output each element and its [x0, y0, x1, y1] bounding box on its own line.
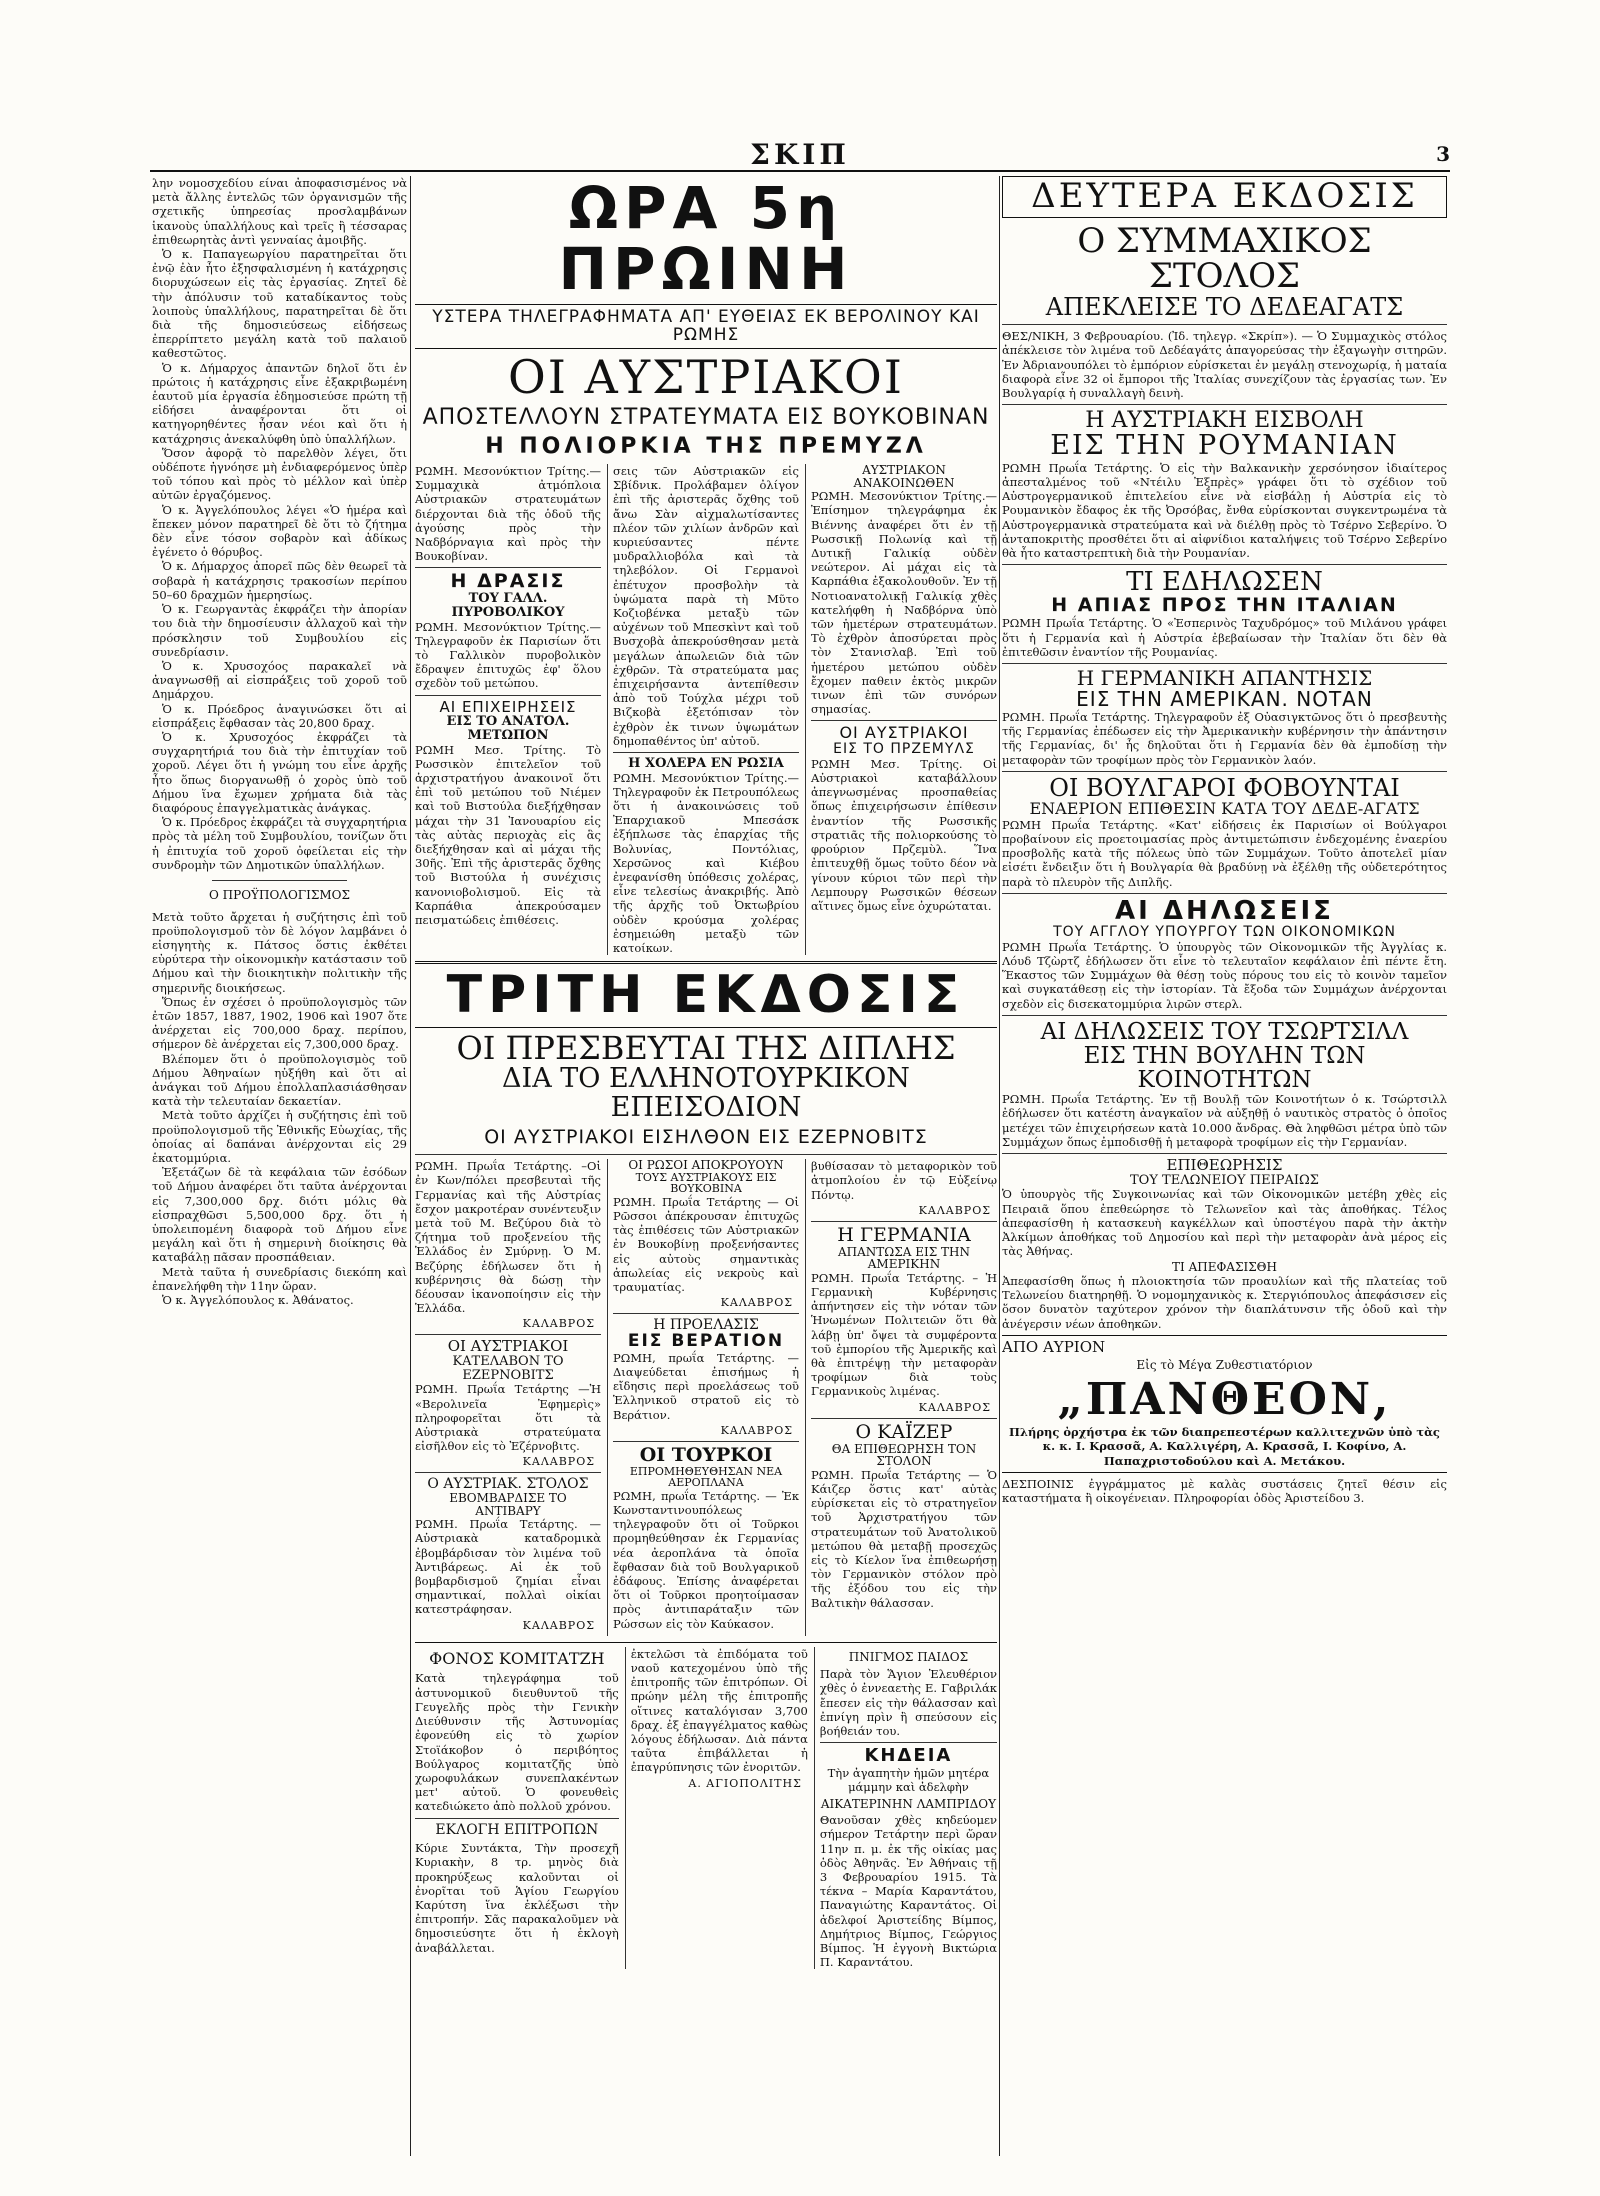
divider [613, 1441, 799, 1442]
dispatch-text: ΡΩΜΗ. Μεσονύκτιον Τρίτης.— Ἐπίσημον τηλεγράφημα ἐκ Βιέννης ἀναφέρει ὅτι ἐν τῇ Ρωσσικῇ Πολωνίᾳ καὶ τῇ Δυτικῇ Γαλικίᾳ οὐδὲν νεώτερον. Αἱ μάχαι εἰς τὰ Καρπάθια ἐξακολουθοῦν. Ἐν τῇ Νοτιοανατολικῇ Γαλικίᾳ χθὲς κατελήφθη ἡ Ναδβόρνα ὑπὸ τῶν ἡμετέρων στρατευμάτων. Τὸ ἐχθρὸν ἀποσύρεται πρὸς τὸν Στανισλαβ. Ἐπὶ τοῦ ἡμετέρου μετώπου οὐδὲν ἔχομεν παθειν ἐκτὸς μικρῶν τινων ἐπὶ τῶν συνόρων σημασίας. [811, 489, 997, 717]
divider [811, 720, 997, 721]
headline-turks-sub: ΕΠΡΟΜΗΘΕΥΘΗΣΑΝ ΝΕΑ ΑΕΡΟΠΛΑΝΑ [629, 1464, 783, 1490]
banner-hour-sub: ΥΣΤΕΡΑ ΤΗΛΕΓΡΑΦΗΜΑΤΑ ΑΠ' ΕΥΘΕΙΑΣ ΕΚ ΒΕΡΟΛΙΝΟΥ ΚΑΙ ΡΩΜΗΣ [432, 306, 980, 345]
divider [415, 1027, 997, 1028]
ad-text: Πλήρης ὀρχήστρα ἐκ τῶν διαπρεπεστέρων καλλιτεχνῶν ὑπὸ τὰς κ. κ. Ι. Κρασσᾶ, Α. Καλλιγέρη, Α. Κρασσᾶ, Ι. Κοφίνο, Α. Παπαχριστοδούλου καὶ Α. Μετάκου. [1009, 1425, 1440, 1468]
dispatch-text: ΡΩΜΗ Μεσ. Τρίτης. Τὸ Ρωσσικὸν ἐπιτελεῖον τοῦ ἀρχιστρατήγου ἀνακοινοῖ ὅτι ἐπὶ τοῦ μετώπου τοῦ Νιέμεν καὶ τοῦ Βιστούλα διεξήχθησαν μάχαι τὴν 31 Ἰανουαρίου εἰς τὰς αὐτὰς περιοχὰς εἰς ἃς διεξήχθησαν καὶ αἱ μάχαι τῆς 30ῆς. Ἐπὶ τῆς ἀριστερᾶς ὄχθης τοῦ Βιστούλα ἡ συνέχισις κανονιοβολισμοῦ. Εἰς τὰ Καρπάθια ἀπεκρούσαμεν πεισματώδεις ἐπιθέσεις. [415, 742, 601, 928]
dispatch-text: ΡΩΜΗ. Πρωΐα Τετάρτης. — Αὐστριακὰ καταδρομικὰ ἐβομβάρδισαν τὸν λιμένα τοῦ Ἀντιβάρεως. Αἱ ἐκ τοῦ βομβαρδισμοῦ ζημίαι εἶναι σημαντικαί, πολλαὶ οἰκίαι κατεστράφησαν. [415, 1517, 601, 1617]
divider [820, 1742, 997, 1743]
divider [415, 695, 601, 696]
news-text: Ἀπεφασίσθη ὅπως ἡ πλοιοκτησία τῶν προαυλίων καὶ τῆς πλατείας τοῦ Τελωνείου διατηρηθῇ. Ὁ νομομηχανικὸς κ. Στεργιόπουλος ἀπεφάσισεν εἰς ὅσον δυνατὸν ταχύτερον χρόνον τὴν διαπλάτυνσιν τῆς ὁδοῦ καὶ τὴν ἀνέγερσιν νέων ἀποθηκῶν. [1002, 1274, 1447, 1331]
signature: ΚΑΛΑΒΡΟΣ [522, 1455, 595, 1469]
divider [1002, 663, 1447, 664]
divider [1002, 404, 1447, 405]
divider [1002, 771, 1447, 772]
banner-hour: ΩΡΑ 5η ΠΡΩΙΝΗ [558, 176, 854, 303]
news-text: ΡΩΜΗ. Πρωΐα Τετάρτης. Τηλεγραφοῦν ἐξ Οὐασιγκτῶνος ὅτι ὁ πρεσβευτὴς τῆς Γερμανίας ἐπέδωσεν εἰς τὴν Ἀμερικανικὴν κυβέρνησιν τὴν ἀπάντησιν τῆς Γερμανίας, δι' ἧς δηλοῦται ὅτι ἡ Γερμανία δὲν θὰ ἐμποδίσῃ τὴν μεταφορὰν τῶν τροφίμων πρὸς τὸν Γερμανικὸν λαόν. [1002, 709, 1447, 767]
signature: ΚΑΛΑΒΡΟΣ [918, 1203, 991, 1217]
news-text: ΡΩΜΗ Πρωΐα Τετάρτης. Ὁ «Ἐσπερινὸς Ταχυδρόμος» τοῦ Μιλάνου γράφει ὅτι ἡ Γερμανία καὶ ἡ Αὐστρία ἐβεβαίωσαν τὴν Ἰταλίαν ὅτι δὲν θὰ ἐπιτεθῶσιν ἐναντίον τῆς Ρουμανίας. [1002, 616, 1447, 659]
paragraph: Μετὰ τοῦτο ἀρχίζει ἡ συζήτησις ἐπὶ τοῦ προϋπολογισμοῦ τῆς Ἐθνικῆς Εὐωχίας, τῆς ὁποίας αἱ δαπάναι ἀνέρχονται εἰς 29 ἑκατομμύρια. [152, 1108, 407, 1165]
local-col-3 [814, 1647, 997, 1970]
headline-allied-fleet: Ο ΣΥΜΜΑΧΙΚΟΣ ΣΤΟΛΟΣ [1077, 220, 1372, 297]
council-report [152, 176, 407, 872]
headline-funeral: ΚΗΔΕΙΑ [864, 1745, 953, 1767]
headline-komitatzi: ΦΟΝΟΣ ΚΟΜΙΤΑΤΖΗ [429, 1648, 605, 1668]
paragraph: Ὁ κ. Πρόεδρος ἐκφράζει τὰ συγχαρητήρια πρὸς τὰ μέλη τοῦ Συμβουλίου, τονίζων ὅτι ἡ ἐπιτυχία τοῦ χοροῦ ὀφείλεται εἰς τὴν συνδρομὴν τῶν Δημοτικῶν ὑπαλλήλων. [152, 815, 407, 872]
news-text: ΡΩΜΗ Πρωΐα Τετάρτης. Ὁ εἰς τὴν Βαλκανικὴν χερσόνησον ἰδιαίτερος ἀπεσταλμένος τοῦ «Ντέιλυ Ἐξπρὲς» γράφει ὅτι τὸ σχέδιον τοῦ Αὐστρογερμανικοῦ ἐπιτελείου εἶνε νὰ εἰσβάλῃ ἡ Αὐστρία εἰς τὸ Ρουμανικὸν ἔδαφος ἐκ τῆς Ὀρσόβας, ἔνθα εὑρίσκονται συγκεντρωμένα τὰ Αὐστρογερμανικὰ στρατεύματα καὶ νὰ διέλθῃ πρὸς τὸ Τσέρνο Σεβερίνο. Ὁ ἀνταποκριτὴς προσθέτει ὅτι αἱ αἰφνίδιοι καταλήψεις τοῦ Τσέρνο Σεβερίνο θὰ ἦτο καταστρεπτικὴ διὰ τὴν Ρουμανίαν. [1002, 460, 1447, 560]
paragraph: Μετὰ ταῦτα ἡ συνεδρίασις διεκόπη καὶ ἐπανελήφθη τὴν 11ην ὥραν. [152, 1264, 407, 1293]
dispatch-text: σεις τῶν Αὐστριακῶν εἰς Σβίδνικ. Προλάβαμεν ὀλίγον ἐπὶ τῆς ἀριστερᾶς ὄχθης τοῦ ἄνω Σὰν αἰχμαλωτίσαντες πλέον τῶν χιλίων ἀνδρῶν καὶ κυριεύσαντες πέντε μυδραλλιοβόλα καὶ τὰ τηλεβόλον. Οἱ Γερμανοὶ ἐπέτυχον προσβολὴν τὰ ὑψώματα παρὰ τὴ Μῦτο Κοζιοβένκα μεταξὺ τῶν αὐχένων τοῦ Μπεσκὶντ καὶ τοῦ Βυσχοβὰ ἀπεκρούσθησαν μετὰ μεγάλων ἀπωλειῶν διὰ τῶν ἐχθρῶν. Τὰ στρατεύματα μας ἐπιχειρήσαντα ἀντεπίθεσιν ἀπὸ τοῦ Τούχλα μέχρι τοῦ Βιζκοβὰ ἐξετόπισαν τὸν ἐχθρὸν ἐκ τινων ὑψωμάτων δημοπαθέντος ὑπ' αὐτοῦ. [613, 463, 799, 748]
dispatch-col-d [415, 1159, 601, 1636]
divider [1002, 1153, 1447, 1154]
dispatch-text: ΡΩΜΗ. Μεσονύκτιον Τρίτης.— Τηλεγραφοῦν ἐκ Πετρουπόλεως ὅτι ἡ ἀνακοινώσεις τοῦ Ἐπαρχιακοῦ Μπεσάσκ ἐξήπλωσε τὰς ἐπαρχίας τῆς Βολυνίας, Ποντόλιας, Χερσῶνος καὶ Κιέβου ἐνεφανίσθη ὑπόθεσις χολέρας, εἶνε τελεσίως ἀνακριβής. Ἀπὸ τῆς ἀρχῆς τοῦ Ὀκτωβρίου οὐδὲν κρούσμα χολέρας ἐσημειώθη μεταξὺ τῶν κατοίκων. [613, 770, 799, 956]
headline-operations-sub: ΕΙΣ ΤΟ ΑΝΑΤΟΛ. ΜΕΤΩΠΟΝ [446, 714, 570, 743]
paragraph: Ὁ κ. Παπαγεωργίου παρατηρεῖται ὅτι ἐνῷ ἐὰν ἦτο ἐξησφαλισμένη ἡ κατάχρησις διορυχώσεων εἰς τὰς ἐργασίας. Ζητεῖ δὲ τὴν ἀπόλυσιν τοῦ καταδίκαντος τοὺς λοιποὺς ὑπαλλήλους, παρατηρεῖται δὲ ὅτι διὰ τῆς δημοσιεύσεως εἰδήσεως ἐπερρίπτετο μεγάλη κατὰ τοῦ παλαιοῦ καθεστῶτος. [152, 247, 407, 361]
paragraph: Ὁ κ. Ἀγγελόπουλος κ. Ἀθάνατος. [162, 1293, 354, 1308]
dispatch-text: ΡΩΜΗ. Μεσονύκτιον Τρίτης.— Τηλεγραφοῦν ἐκ Παρισίων ὅτι τὸ Γαλλικὸν πυροβολικὸν ἔδραψεν ἐπιτυχῶς ἐφ' ὅλου σχεδὸν τοῦ μετώπου. [415, 619, 601, 691]
headline-decision: ΤΙ ΑΠΕΦΑΣΙΣΘΗ [1172, 1260, 1277, 1275]
funeral-intro: Τὴν ἀγαπητὴν ἡμῶν μητέρα μάμμην καὶ ἀδελφὴν [827, 1766, 990, 1795]
divider [415, 1154, 997, 1155]
divider [415, 304, 997, 305]
news-text: Κατὰ τηλεγράφημα τοῦ ἀστυνομικοῦ διευθυντοῦ τῆς Γευγελῆς πρὸς τὴν Γενικὴν Διεύθυνσιν τῆς Ἀστυνομίας ἐφονεύθη εἰς τὸ χωρίον Στοϊάκοβον ὁ περιβόητος Βούλγαρος κομιτατζῆς ὑπὸ χωροφυλάκων συνεπλακέντων μετ' αὐτοῦ. Ὁ φονευθεὶς κατεδιώκετο ἀπὸ πολλοῦ χρόνου. [415, 1671, 619, 1814]
banner-second-edition: ΔΕΥΤΕΡΑ ΕΚΔΟΣΙΣ [1002, 176, 1447, 218]
divider [811, 1221, 997, 1222]
divider [1002, 564, 1447, 565]
headline-inspection: ΕΠΙΘΕΩΡΗΣΙΣ [1166, 1156, 1283, 1175]
local-news-grid [415, 1647, 997, 1970]
headline-advance-sub: ΕΙΣ ΒΕΡΑΤΙΟΝ [627, 1330, 785, 1351]
banner-third-edition: ΤΡΙΤΗ ΕΚΔΟΣΙΣ [446, 965, 966, 1026]
dispatch-text: ΡΩΜΗ, πρωΐα Τετάρτης. — Ἐκ Κωνσταντινουπόλεως τηλεγραφοῦν ὅτι οἱ Τοῦρκοι προμηθεύθησαν ἐκ Γερμανίας νέα ἀεροπλάνα τὰ ὁποῖα ἔφθασαν διὰ τοῦ Βουλγαρικοῦ ἐδάφους. Ἐπίσης ἀναφέρεται ὅτι οἱ Τοῦρκοι προητοίμασαν πρὸς ἀντιπαράταξιν τῶν Ρώσσων εἰς τὸν Καύκασον. [613, 1488, 799, 1631]
dispatch-text: ΡΩΜΗ Μεσ. Τρίτης. Οἱ Αὐστριακοὶ καταβάλλουν ἀπεγνωσμένας προσπαθείας ὅπως ἐπιχειρήσωσιν ἐπίθεσιν ἐναντίον τῆς Ρωσσικῆς στρατιᾶς τῆς πολιορκούσης τὸ φρούριον Πρζεμὺλ. Ἵνα ἐπιτευχθῇ ὅμως τοῦτο δέον νὰ γίνουν κύριοι τῶν περὶ τὴν Λεμπουργ Ρωσσικῶν θέσεων αἵτινες ὅμως εἶνε ὀχυρώταται. [811, 756, 997, 913]
headline-austrians-sub: ΑΠΟΣΤΕΛΛΟΥΝ ΣΤΡΑΤΕΥΜΑΤΑ ΕΙΣ ΒΟΥΚΟΒΙΝΑΝ [422, 404, 990, 430]
divider [1002, 1015, 1447, 1016]
headline-russians-sub: ΤΟΥΣ ΑΥΣΤΡΙΑΚΟΥΣ ΕΙΣ ΒΟΥΚΟΒΙΝΑ [635, 1170, 777, 1196]
headline-przemysl: ΟΙ ΑΥΣΤΡΙΑΚΟΙ [839, 723, 969, 743]
divider [212, 880, 347, 881]
masthead [150, 138, 1450, 178]
headline-bulgarians: ΟΙ ΒΟΥΛΓΑΡΟΙ ΦΟΒΟΥΝΤΑΙ [1049, 773, 1400, 802]
headline-kaiser-sub: ΘΑ ΕΠΙΘΕΩΡΗΣΗ ΤΟΝ ΣΤΟΛΟΝ [831, 1441, 977, 1469]
signature: ΚΑΛΑΒΡΟΣ [720, 1423, 793, 1437]
headline-cholera: Η ΧΟΛΕΡΑ ΕΝ ΡΩΣΙΑ [628, 756, 784, 772]
paragraph: Μετὰ τοῦτο ἄρχεται ἡ συζήτησις ἐπὶ τοῦ προϋπολογισμοῦ τὸν δὲ λόγον λαμβάνει ὁ εἰσηγητὴς κ. Πάτσος ὅστις ἐκθέτει εὐρύτερα τὴν οἰκονομικὴν κατάστασιν τοῦ Δήμου καὶ τὴν διοικητικὴν πολιτικὴν τῆς σημερινῆς διοικήσεως. [152, 909, 407, 995]
paragraph: Ὁ κ. Γεωργαντὰς ἐκφράζει τὴν ἀπορίαν του διὰ τὴν δημοσίευσιν ἀλλαχοῦ καὶ τὴν πρόσκλησιν τοῦ Συμβουλίου εἰς συνεδρίασιν. [152, 602, 407, 659]
headline-churchill-sub: ΕΙΣ ΤΗΝ ΒΟΥΛΗΝ ΤΩΝ ΚΟΙΝΟΤΗΤΩΝ [1083, 1042, 1366, 1094]
headline-churchill: ΑΙ ΔΗΛΩΣΕΙΣ ΤΟΥ ΤΣΩΡΤΣΙΛΛ [1040, 1018, 1409, 1045]
news-text: Κύριε Συντάκτα, Τὴν προσεχῆ Κυριακὴν, 8 τρ. μηνὸς διὰ προκηρύξεως καλοῦνται οἱ ἐνορῖται τοῦ Ἁγίου Γεωργίου Καρύτση ἵνα ἐκλέξωσι τὴν ἐπιτροπήν. Σᾶς παρακαλοῦμεν νὰ δημοσιεύσητε ὅτι ἡ ἐκλογὴ ἀναβάλλεται. [415, 1841, 619, 1955]
local-col-1 [415, 1647, 619, 1970]
paragraph: Ὅπως ἐν σχέσει ὁ προϋπολογισμὸς τῶν ἐτῶν 1857, 1887, 1902, 1906 καὶ 1907 ὅτε ἀνέρχεται εἰς 700,000 δραχ. περίπου, σήμερον δὲ ἀνέρχεται εἰς 7,300,000 δραχ. [152, 994, 407, 1052]
headline-austrians: ΟΙ ΑΥΣΤΡΙΑΚΟΙ [508, 350, 904, 405]
dispatch-col-e [607, 1159, 799, 1636]
headline-kaiser: Ο ΚΑΪΖΕΡ [855, 1420, 953, 1443]
paragraph: Ὁ κ. Χρυσοχόος παρακαλεῖ νὰ ἀναγνωσθῇ αἱ εἰσπράξεις τοῦ χοροῦ τοῦ Δημάρχου. [152, 658, 407, 702]
signature: ΚΑΛΑΒΡΟΣ [522, 1618, 595, 1632]
signature: ΚΑΛΑΒΡΟΣ [522, 1317, 595, 1331]
headline-inspection-sub: ΤΟΥ ΤΕΛΩΝΕΙΟΥ ΠΕΙΡΑΙΩΣ [1130, 1172, 1319, 1188]
signature: Α. ΑΓΙΟΠΟΛΙΤΗΣ [688, 1776, 802, 1790]
headline-german-reply: Η ΓΕΡΜΑΝΙΚΗ ΑΠΑΝΤΗΣΙΣ [1076, 665, 1373, 690]
column-middle [415, 176, 997, 2156]
headline-german-reply-sub: ΕΙΣ ΤΗΝ ΑΜΕΡΙΚΑΝ. ΝΟΤΑΝ [1076, 686, 1373, 711]
dispatch-grid-top [415, 464, 997, 955]
headline-turks: ΟΙ ΤΟΥΡΚΟΙ [639, 1443, 773, 1466]
news-text: ΡΩΜΗ Πρωΐα Τετάρτης. Ὁ ὑπουργὸς τῶν Οἰκονομικῶν τῆς Ἀγγλίας κ. Λόυδ Τζὼρτζ ἐδήλωσεν ὅτι εἶνε τὸ τελευταῖον κεφάλαιον ἐπὶ πέντε ἔτη. Ἕκαστος τῶν Συμμάχων θὰ θέσῃ τοὺς πόρους του εἰς τὸ κοινὸν ταμεῖον καὶ συγκατάθεσῃ εἰς τὴν ἱστορίαν. Τὰ ἔξοδα τῶν Συμμάχων ἀνέρχονται σχεδὸν εἰς δισεκατομμύρια λιρῶν στερλ. [1002, 939, 1447, 1011]
news-text: ἐκτελῶσι τὰ ἐπιδόματα τοῦ ναοῦ κατεχομένου ὑπὸ τῆς ἐπιτροπῆς τῶν ἐπιτρόπων. Οἱ πρώην μέλη τῆς ἐπιτροπῆς οἵτινες καταλόγισαν 3,700 δραχ. ἐξ ἐπαγγέλματος καθὼς λόγους ἐδήλωσαν. Διὰ πάντα ταῦτα ἐπιβάλλεται ἡ ἐπαγρύπνησις τῶν ἐνοριτῶν. [630, 1646, 808, 1775]
divider [1002, 893, 1447, 894]
divider [811, 1418, 997, 1419]
ad-pantheon: „ΠΑΝΘΕΟΝ, [1057, 1374, 1392, 1426]
column-rule [999, 176, 1000, 2156]
headline-przemysl-sub: ΕΙΣ ΤΟ ΠΡΖΕΜΥΛΣ [833, 741, 975, 758]
ad-tomorrow: ΑΠΟ ΑΥΡΙΟΝ [1002, 1337, 1106, 1356]
local-col-2 [625, 1647, 808, 1970]
headline-czernowitz-taken-sub: ΚΑΤΕΛΑΒΟΝ ΤΟ ΕΖΕΡΝΟΒΙΤΣ [452, 1354, 564, 1383]
headline-invasion: Η ΑΥΣΤΡΙΑΚΗ ΕΙΣΒΟΛΗ [1085, 408, 1364, 434]
news-text: ΡΩΜΗ Πρωΐα Τετάρτης. «Κατ' εἰδήσεις ἐκ Παρισίων οἱ Βούλγαροι προβαίνουν εἰς προετοιμασίας πρὸς ἀντιμετώπισιν ἐνδεχομένης ἐναερίου προσβολῆς κατὰ τῆς πόλεως ὑπὸ τῶν Συμμάχων. Τοῦτο ἀποτελεῖ μίαν εἰσέτι ἔνδειξιν ὅτι ἡ Βουλγαρία θὰ βραδύνῃ νὰ ἐξέλθῃ τῆς οὐδετερότητος παρὰ τὸ πλευρὸν τῆς Διπλῆς. [1002, 817, 1447, 889]
dispatch-text: ΡΩΜΗ. Μεσονύκτιον Τρίτης.— Συμμαχικὰ ἀτμόπλοια Αὐστριακῶν στρατευμάτων διέρχονται διὰ τῆς ὁδοῦ τῆς ἀγούσης πρὸς τὴν Ναδβόρναγια καὶ πρὸς τὴν Βουκοβίναν. [415, 463, 601, 564]
divider [1002, 1472, 1447, 1473]
headline-artillery: Η ΔΡΑΣΙΣ [450, 570, 566, 593]
headline-allied-fleet-sub: ΑΠΕΚΛΕΙΣΕ ΤΟ ΔΕΔΕΑΓΑΤΣ [1045, 293, 1404, 322]
newspaper-title: ΣΚΙΠ [750, 138, 850, 171]
news-text: Ὁ ὑπουργὸς τῆς Συγκοινωνίας καὶ τῶν Οἰκονομικῶν μετέβη χθὲς εἰς Πειραιᾶ ὅπου ἐπεθεώρησε τὸ Τελωνεῖον καὶ τὰς ἀποθήκας. Τέλος ἀπεφασίσθη ἡ κατασκευὴ καγκέλλων καὶ ὑποστέγου παρὰ τὴν ἀκτὴν Ἀλκίμων ἀποθήκας τοῦ Δημοσίου καὶ περὶ τὴν μεταφορὰν ἀνὰ μέρος εἰς τὰς Ἀθήνας. [1002, 1187, 1447, 1259]
dispatch-text: ΡΩΜΗ. Πρωΐα Τετάρτης —Ἡ «Βερολινεῖα Ἐφημερὶς» πληροφορεῖται ὅτι τὰ Αὐστριακὰ στρατεύματα εἰσῆλθον εἰς τὸ Ἐζέρνοβιτς. [415, 1382, 601, 1454]
paragraph: Ὅσον ἀφορᾷ τὸ παρελθὸν λέγει, ὅτι οὐδέποτε ἠγνόησε μὴ ἐνδιαφερόμενος ὑπὲρ τοῦ τόπου καὶ πρὸς τὸ μέλλον καὶ ὑπὲρ αὐτῶν ἐργαζόμενος. [152, 445, 407, 503]
news-text: ΘΕΣ/ΝΙΚΗ, 3 Φεβρουαρίου. (Ἰδ. τηλεγρ. «Σκρίπ»). — Ὁ Συμμαχικὸς στόλος ἀπέκλεισε τὸν λιμένα τοῦ Δεδέαγάτς ἀπαγορεύσας τὴν ἐξαγωγὴν σιτηρῶν. Ἐν Ἀδριανουπόλει τὸ ἐμπόριον εὑρίσκεται ἐν μεγάλῃ στενοχωρίᾳ, ἡ ματαία διαφορὰ εἶνε 32 οἱ ἔμποροι τῆς Ἰταλίας συνεχίζουν τὰς ἐργασίας των. Ἐν Βουλγαρίᾳ ἡ συναλλαγὴ δεινὴ. [1002, 329, 1447, 401]
dispatch-col-a [415, 464, 601, 955]
divider [415, 1818, 619, 1819]
column-left [152, 176, 407, 2156]
dispatch-text: ΡΩΜΗ. Πρωΐα Τετάρτης — Ὁ Κάιζερ ὅστις κατ' αὐτὰς εὑρίσκεται εἰς τὸ στρατηγεῖον τοῦ Ἀρχιστρατήγου τῶν στρατευμάτων τοῦ Ἀνατολικοῦ μετώπου θὰ μεταβῇ προσεχῶς εἰς τὸ Κίελον ἵνα ἐπιθεωρήσῃ τὸν Γερμανικὸν στόλον πρὸ τῆς ἐξόδου του εἰς τὴν Βαλτικὴν θάλασσαν. [811, 1467, 997, 1610]
headline-fleet-sub: ΕΒΟΜΒΑΡΔΙΣΕ ΤΟ ΑΝΤΙΒΑΡΥ [449, 1491, 567, 1518]
dispatch-text: βυθίσασαν τὸ μεταφορικὸν τοῦ ἀτμοπλοίου ἐν τῷ Εὐξείνῳ Πόντῳ. [811, 1159, 997, 1202]
funeral-name: ΑΙΚΑΤΕΡΙΝΗΝ ΛΑΜΠΡΙΔΟΥ [820, 1796, 997, 1811]
paragraph: Ὁ κ. Δήμαρχος ἀπαντῶν δηλοῖ ὅτι ἐν πρώτοις ἡ κατάχρησις εἶνε ἐξακριβωμένη ἑαυτοῦ μία ἐργασία ἐδημοσιεύσε πρώτη τῇ εἰδήσει ἀναφέρονται ὅτι οἱ κατηγορηθέντες ἦσαν νέοι καὶ ὅτι ἡ κατάχρησις ἀνεκαλύφθη ὑπὸ ὑπαλλήλων. [152, 360, 407, 446]
headline-fleet: Ο ΑΥΣΤΡΙΑΚ. ΣΤΟΛΟΣ [427, 1476, 589, 1493]
dispatch-col-c [805, 464, 997, 955]
headline-germany-sub: ΑΠΑΝΤΩΣΑ ΕΙΣ ΤΗΝ ΑΜΕΡΙΚΗΝ [838, 1244, 970, 1272]
paragraph: Ὁ κ. Πρόεδρος ἀναγινώσκει ὅτι αἱ εἰσπράξεις ἔφθασαν τὰς 20,800 δραχ. [152, 701, 407, 730]
ad-intro: Εἰς τὸ Μέγα Ζυθεστιατόριον [1136, 1357, 1313, 1372]
divider [415, 348, 997, 349]
divider [415, 961, 997, 964]
headline-declarations: ΑΙ ΔΗΛΩΣΕΙΣ [1115, 895, 1334, 926]
divider [415, 1642, 997, 1643]
dispatch-text: ΡΩΜΗ. Πρωΐα Τετάρτης. –Οἱ ἐν Κων/πόλει πρεσβευταὶ τῆς Γερμανίας καὶ τῆς Αὐστρίας ἔσχον μακροτέραν συνέντευξιν μετὰ τοῦ Μ. Βεζύρου διὰ τὸ ζήτημα τοῦ προξενείου τῆς Ἑλλάδος ἐν Σμύρνῃ. Ὁ Μ. Βεζύρης ἐδήλωσεν ὅτι ἡ κυβέρνησις θὰ δώσῃ τὴν δέουσαν ἱκανοποίησιν εἰς τὴν Ἑλλάδα. [415, 1159, 601, 1316]
top-rule [150, 170, 1450, 172]
divider [415, 1472, 601, 1473]
news-text: ΡΩΜΗ. Πρωΐα Τετάρτης. Ἐν τῇ Βουλῇ τῶν Κοινοτήτων ὁ κ. Τσώρτσιλλ ἐδήλωσεν ὅτι κατέστη ἀναγκαῖον νὰ αὐξηθῇ ὁ ναυτικὸς στρατὸς ὁ ὁποῖος μετέχει τῶν ἐπιχειρήσεων κατὰ 10.000 ἄνδρας. Θὰ ληφθῶσι μέτρα ὑπὸ τῶν Συμμάχων ὅπως ἐμποδισθῇ ἡ μεταφορὰ τροφίμων εἰς τὴν Γερμανίαν. [1002, 1092, 1447, 1149]
column-rule [410, 176, 411, 2156]
signature: ΚΑΛΑΒΡΟΣ [720, 1296, 793, 1310]
divider [415, 567, 601, 568]
headline-declarations-sub: ΤΟΥ ΑΓΓΛΟΥ ΥΠΟΥΡΓΟΥ ΤΩΝ ΟΙΚΟΝΟΜΙΚΩΝ [1053, 924, 1396, 941]
headline-germany: Η ΓΕΡΜΑΝΙΑ [837, 1223, 971, 1246]
divider [613, 752, 799, 753]
column-right [1002, 176, 1447, 2156]
paragraph: λην νομοσχεδίου είναι ἀποφασισμένος νὰ μετὰ ἄλλης ἐντελῶς τῶν ὀργανισμῶν τῆς σχετικῆς ὑπηρεσίας προσλαμβάνων ἱκανοὺς ὑπαλλήλους καὶ τρεῖς ἢ τέσσαρας ἐπιθεωρητὰς ἀντὶ γενναίας ἀμοιβῆς. [152, 176, 407, 247]
headline-declared-sub: Η ΑΠΙΑΣ ΠΡΟΣ ΤΗΝ ΙΤΑΛΙΑΝ [1051, 594, 1398, 617]
headline-operations: ΑΙ ΕΠΙΧΕΙΡΗΣΕΙΣ [439, 697, 577, 716]
divider [613, 1313, 799, 1314]
dispatch-col-b [607, 464, 799, 955]
headline-communique: ΑΥΣΤΡΙΑΚΟΝ ΑΝΑΚΟΙΝΩΘΕΝ [853, 463, 955, 490]
headline-bulgarians-sub: ΕΝΑΕΡΙΟΝ ΕΠΙΘΕΣΙΝ ΚΑΤΑ ΤΟΥ ΔΕΔΕ-ΑΓΑΤΣ [1029, 798, 1420, 818]
paragraph: Βλέπομεν ὅτι ὁ προϋπολογισμὸς τοῦ Δήμου Ἀθηναίων ηὐξήθη καὶ ὅτι αἱ ἀνάγκαι τοῦ Δήμου ἐπολλαπλασιάσθησαν κατὰ τὴν τελευταίαν δεκαετίαν. [152, 1051, 407, 1109]
paragraph: Ὁ κ. Δήμαρχος ἀπορεῖ πῶς δὲν θεωρεῖ τὰ σοβαρὰ ἡ κατάχρησις τρακοσίων περίπου 50–60 δραχμῶν ἡμερησίως. [152, 559, 407, 602]
headline-russians: ΟΙ ΡΩΣΟΙ ΑΠΟΚΡΟΥΟΥΝ [628, 1159, 784, 1173]
news-text: Παρὰ τὸν Ἅγιον Ἐλευθέριον χθὲς ὁ ἐννεαετὴς Ε. Γαβριλάκ ἔπεσεν εἰς τὴν θάλασσαν καὶ ἐπνίγη πρὶν ἢ σπεύσουν εἰς βοήθειάν του. [819, 1667, 997, 1739]
headline-envoys-sub: ΔΙΑ ΤΟ ΕΛΛΗΝΟΤΟΥΡΚΙΚΟΝ ΕΠΕΙΣΟΔΙΟΝ [502, 1063, 910, 1123]
dispatch-grid-bottom [415, 1159, 997, 1636]
headline-envoys: ΟΙ ΠΡΕΣΒΕΥΤΑΙ ΤΗΣ ΔΙΠΛΗΣ [456, 1028, 956, 1067]
divider [1002, 1335, 1447, 1336]
headline-czernowitz: ΟΙ ΑΥΣΤΡΙΑΚΟΙ ΕΙΣΗΛΘΟΝ ΕΙΣ ΕΖΕΡΝΟΒΙΤΣ [484, 1126, 928, 1149]
headline-declared: ΤΙ ΕΔΗΛΩΣΕΝ [1126, 567, 1323, 598]
signature: ΚΑΛΑΒΡΟΣ [918, 1400, 991, 1414]
paragraph: Ὁ κ. Χρυσοχόος ἐκφράζει τὰ συγχαρητήριά του διὰ τὴν ἐπιτυχίαν τοῦ χοροῦ. Λέγει ὅτι ἡ γνώμη του εἶνε ἀρχῆς ἦτο ὅπως διοργανωθῇ ὁ χορὸς ὑπὸ τοῦ Δήμου ἵνα ἔχωμεν χρήματα διὰ τὰς διαφόρους ἐπαγγελματικὰς ἀνάγκας. [152, 729, 407, 815]
headline-election: ΕΚΛΟΓΗ ΕΠΙΤΡΟΠΩΝ [435, 1821, 599, 1838]
dispatch-col-f [805, 1159, 997, 1636]
divider [1002, 324, 1447, 325]
dispatch-text: ΡΩΜΗ. Πρωΐα Τετάρτης. – Ἡ Γερμανικὴ Κυβέρνησις ἀπήντησεν εἰς τὴν νόταν τῶν Ἡνωμένων Πολιτειῶν ὅτι θὰ λάβῃ ὑπ' ὄψει τὰ συμφέροντα τοῦ ἐμπορίου τῆς Ἀμερικῆς καὶ θὰ ἐπιτρέψῃ τὴν μεταφορὰν τροφίμων διὰ τοὺς Γερμανικοὺς λιμένας. [811, 1270, 997, 1399]
headline-artillery-sub: ΤΟΥ ΓΑΛΛ. ΠΥΡΟΒΟΛΙΚΟΥ [451, 591, 565, 620]
classified-text: ΔΕΣΠΟΙΝΙΣ ἐγγράμματος μὲ καλὰς συστάσεις ζητεῖ θέσιν εἰς καταστήματα ἢ οἰκογένειαν. Πληροφορίαι ὁδὸς Ἀριστείδου 3. [1002, 1476, 1447, 1505]
headline-invasion-sub: ΕΙΣ ΤΗΝ ΡΟΥΜΑΝΙΑΝ [1050, 430, 1399, 462]
divider [415, 1334, 601, 1335]
dispatch-text: ΡΩΜΗ. Πρωΐα Τετάρτης — Οἱ Ρῶσσοι ἀπέκρουσαν ἐπιτυχῶς τὰς ἐπιθέσεις τῶν Αὐστριακῶν ἐν Βουκοβίνῃ προξενήσαντες εἰς αὐτοὺς σημαντικὰς ἀπωλείας εἰς νεκροὺς καὶ τραυματίας. [613, 1194, 799, 1295]
funeral-text: Θανοῦσαν χθὲς κηδεύομεν σήμερον Τετάρτην περὶ ὥραν 11ην π. μ. ἐκ τῆς οἰκίας μας ὁδὸς Ἀθηνᾶς. Ἐν Ἀθήναις τῇ 3 Φεβρουαρίου 1915. Τὰ τέκνα – Μαρία Καραντάτου, Παναγιώτης Καραντάτος. Οἱ ἀδελφοί Ἀριστείδης Βίμπος, Δημήτριος Βίμπος, Γεώργιος Βίμπος. Ἡ ἐγγονὴ Βικτώρια Π. Καραντάτου. [819, 1813, 997, 1970]
headline-advance: Η ΠΡΟΕΛΑΣΙΣ [653, 1317, 759, 1334]
headline-drowning: ΠΝΙΓΜΟΣ ΠΑΙΔΟΣ [848, 1649, 969, 1664]
headline-siege: Η ΠΟΛΙΟΡΚΙΑ ΤΗΣ ΠΡΕΜΥΖΛ [485, 433, 927, 459]
paragraph: Ὁ κ. Ἀγγελόπουλος λέγει «Ὁ ἡμέρα καὶ ἔπεκεν μόνον παρατηρεῖ δὲ ὅτι τὸ ζήτημα δὲν εἶνε τόσον σοβαρὸν καὶ ἀδίκως ἐγένετο ὁ θόρυβος. [152, 502, 407, 560]
paragraph: Ἐξετάζων δὲ τὰ κεφάλαια τῶν ἐσόδων τοῦ Δήμου ἀναφέρει ὅτι ταῦτα ἀνέρχονται εἰς 7,300,000 δρχ. διότι μόλις θὰ εἰσπραχθῶσι 5,500,000 δρχ. ὅτι ἡ ὑπολειπομένη διαφορὰ τοῦ Δήμου εἶνε μεγάλη καὶ ὅτι ἡ σημερινὴ διοίκησις θὰ καταβάλῃ πᾶσαν προσπάθειαν. [152, 1165, 407, 1265]
dispatch-text: ΡΩΜΗ, πρωΐα Τετάρτης. — Διαψεύδεται ἐπισήμως ἡ εἴδησις περὶ προελάσεως τοῦ Ἑλληνικοῦ στρατοῦ εἰς τὸ Βεράτιον. [613, 1350, 799, 1422]
page-number: 3 [1436, 142, 1450, 166]
budget-heading: Ο ΠΡΟΫΠΟΛΟΓΙΣΜΟΣ [209, 887, 350, 902]
headline-czernowitz-taken: ΟΙ ΑΥΣΤΡΙΑΚΟΙ [447, 1337, 569, 1356]
